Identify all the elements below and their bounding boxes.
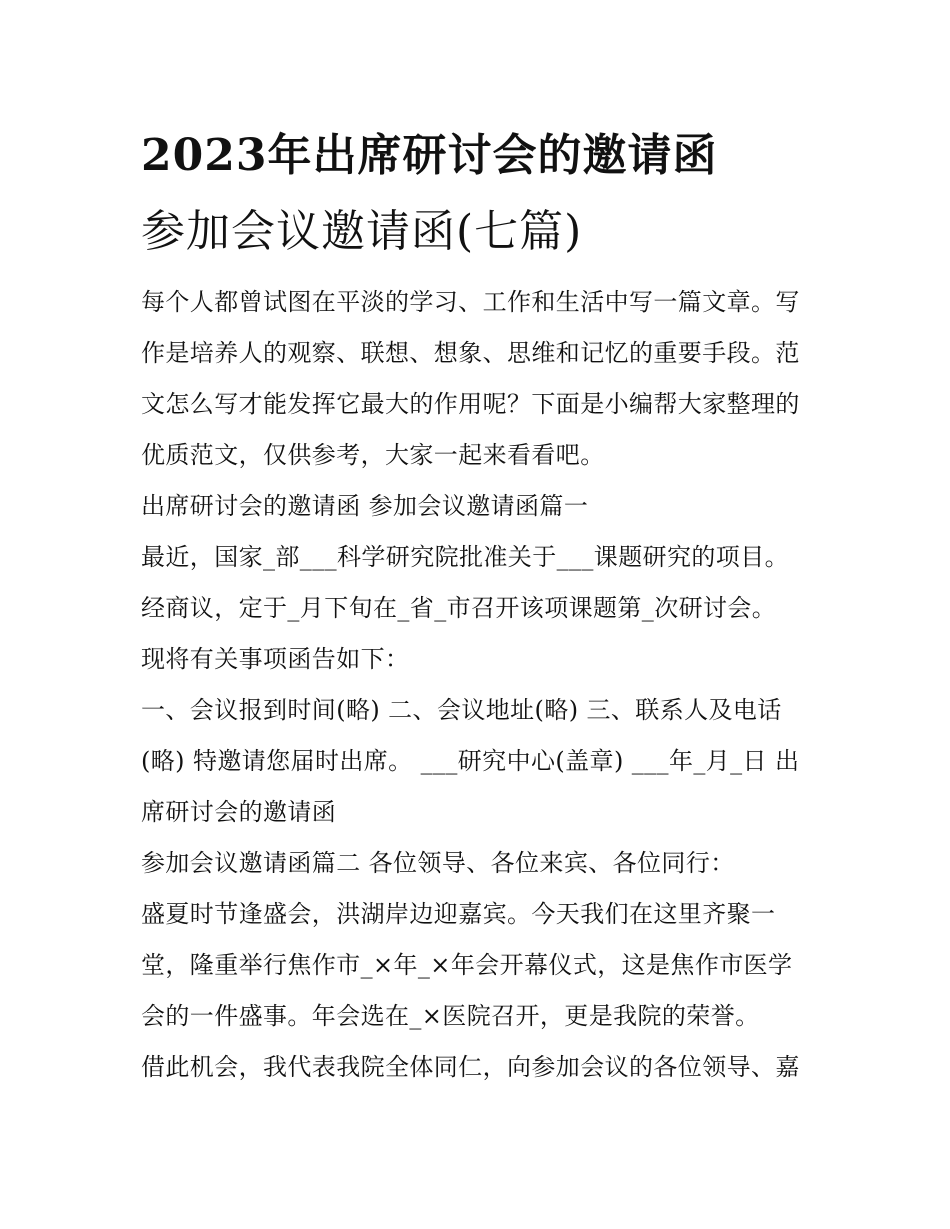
document-body: [141, 277, 821, 1093]
body-line: 现将有关事项函告如下：: [141, 645, 410, 673]
section-heading-1: 出席研讨会的邀请函 参加会议邀请函篇一: [141, 492, 589, 520]
body-line: 每个人都曾试图在平淡的学习、工作和生活中写一篇文章。写: [141, 288, 800, 316]
body-line: 会的一件盛事。年会选在_×医院召开，更是我院的荣誉。: [141, 1002, 760, 1030]
body-line: 堂，隆重举行焦作市_×年_×年会开幕仪式，这是焦作市医学: [141, 951, 793, 979]
body-line: 经商议，定于_月下旬在_省_市召开该项课题第_次研讨会。: [141, 594, 777, 622]
body-line: 借此机会，我代表我院全体同仁，向参加会议的各位领导、嘉: [141, 1053, 800, 1081]
body-line: 作是培养人的观察、联想、想象、思维和记忆的重要手段。范: [141, 339, 800, 367]
body-line: 优质范文，仅供参考，大家一起来看看吧。: [141, 441, 605, 469]
body-line: (略) 特邀请您届时出席。 ___研究中心(盖章) ___年_月_日 出: [141, 747, 800, 775]
body-line: 席研讨会的邀请函: [141, 798, 337, 826]
document-title: [141, 118, 821, 270]
title-line-1: 2023年出席研讨会的邀请函: [141, 130, 718, 181]
section-heading-2: 参加会议邀请函篇二 各位领导、各位来宾、各位同行：: [141, 849, 735, 877]
title-line-2: 参加会议邀请函(七篇): [141, 206, 583, 257]
body-line: 最近，国家_部___科学研究院批准关于___课题研究的项目。: [141, 543, 789, 571]
body-line: 盛夏时节逢盛会，洪湖岸边迎嘉宾。今天我们在这里齐聚一: [141, 900, 776, 928]
body-line: 文怎么写才能发挥它最大的作用呢？下面是小编帮大家整理的: [141, 390, 800, 418]
body-line: 一、会议报到时间(略) 二、会议地址(略) 三、联系人及电话: [141, 696, 782, 724]
